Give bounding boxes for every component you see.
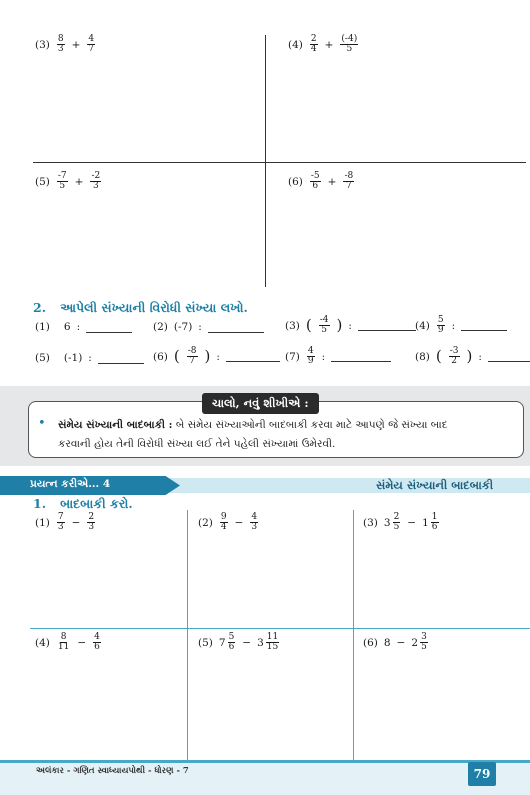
problem-4: (4) $\frac{2}{4}$ + $\frac{(-4)}{5}$ <box>288 34 358 55</box>
answer-blank[interactable] <box>461 320 507 331</box>
answer-blank[interactable] <box>98 353 144 364</box>
subtract-problem-1: (1) $\frac{7}{3}$ − $\frac{2}{3}$ <box>35 512 95 533</box>
answer-blank[interactable] <box>358 320 416 331</box>
attempt-heading: સંમેય સંખ્યાની બાદબાકી <box>376 478 494 492</box>
learn-text-line2: કરવાની હોય તેની વિરોધી સંખ્યા લઈ તેને પહેલી સંખ્યામાં ઉમેરવી. <box>58 438 336 450</box>
section-2-number: 2. <box>33 300 47 315</box>
attempt-grid-vertical-1 <box>187 510 188 760</box>
page-number: 79 <box>468 762 496 786</box>
attempt-question-heading <box>33 496 133 512</box>
footer-book-title: અલંકાર - ગણિત સ્વાધ્યાયપોથી - ધોરણ - 7 <box>36 766 189 776</box>
opposite-item-5: (5) (-1) : <box>35 352 144 364</box>
opposite-item-3: (3) ( $\frac{-4}{5}$ ) : <box>285 316 416 336</box>
answer-blank[interactable] <box>488 351 530 362</box>
opposite-item-8: (8) ( $\frac{-3}{2}$ ) : <box>415 347 530 367</box>
problem-6: (6) $\frac{-5}{6}$ + $\frac{-8}{7}$ <box>288 171 354 192</box>
learn-banner: ચાલો, નવું શીખીએ : <box>202 393 319 414</box>
section-2-heading <box>33 300 248 316</box>
grid-vertical-line <box>265 35 266 287</box>
subtract-problem-3: (3) 3 $\frac{2}{5}$ − 1 $\frac{1}{6}$ <box>363 512 438 533</box>
opposite-item-1: (1) 6 : <box>35 321 132 333</box>
learn-text <box>58 416 513 454</box>
attempt-grid-horizontal <box>30 628 530 629</box>
subtract-problem-4: (4) $\frac{8}{11}$ − $\frac{4}{6}$ <box>35 632 100 653</box>
answer-blank[interactable] <box>331 351 391 362</box>
answer-blank[interactable] <box>226 351 280 362</box>
problem-3: (3) $\frac{8}{3}$ + $\frac{4}{7}$ <box>35 34 95 55</box>
grid-horizontal-line <box>33 162 526 163</box>
answer-blank[interactable] <box>86 322 132 333</box>
subtract-problem-5: (5) 7 $\frac{5}{6}$ − 3 $\frac{11}{15}$ <box>198 632 279 653</box>
subtract-problem-2: (2) $\frac{9}{4}$ − $\frac{4}{3}$ <box>198 512 258 533</box>
section-2-title: આપેલી સંખ્યાની વિરોધી સંખ્યા લખો. <box>60 300 248 315</box>
problem-5: (5) $\frac{-7}{5}$ + $\frac{-2}{3}$ <box>35 171 101 192</box>
learn-text-line1: બે સંમેય સંખ્યાઓની બાદબાકી કરવા માટે આપણે જે સંખ્યા બાદ <box>172 419 448 431</box>
opposite-item-6: (6) ( $\frac{-8}{7}$ ) : <box>153 347 280 367</box>
learn-bullet: • <box>38 416 46 431</box>
attempt-question-title: બાદબાકી કરો. <box>60 496 133 511</box>
attempt-grid-vertical-2 <box>353 510 354 760</box>
opposite-item-4: (4) $\frac{5}{9}$ : <box>415 316 507 336</box>
opposite-item-7: (7) $\frac{4}{9}$ : <box>285 347 391 367</box>
attempt-tab-label: પ્રયત્ન કરીએ... 4 <box>30 478 111 490</box>
attempt-question-number: 1. <box>33 496 47 511</box>
opposite-item-2: (2) (-7) : <box>153 321 264 333</box>
subtract-problem-6: (6) 8 − 2 $\frac{3}{5}$ <box>363 632 427 653</box>
learn-term: સંમેય સંખ્યાની બાદબાકી : <box>58 419 173 431</box>
answer-blank[interactable] <box>208 322 264 333</box>
footer-band-stripe <box>0 760 530 763</box>
